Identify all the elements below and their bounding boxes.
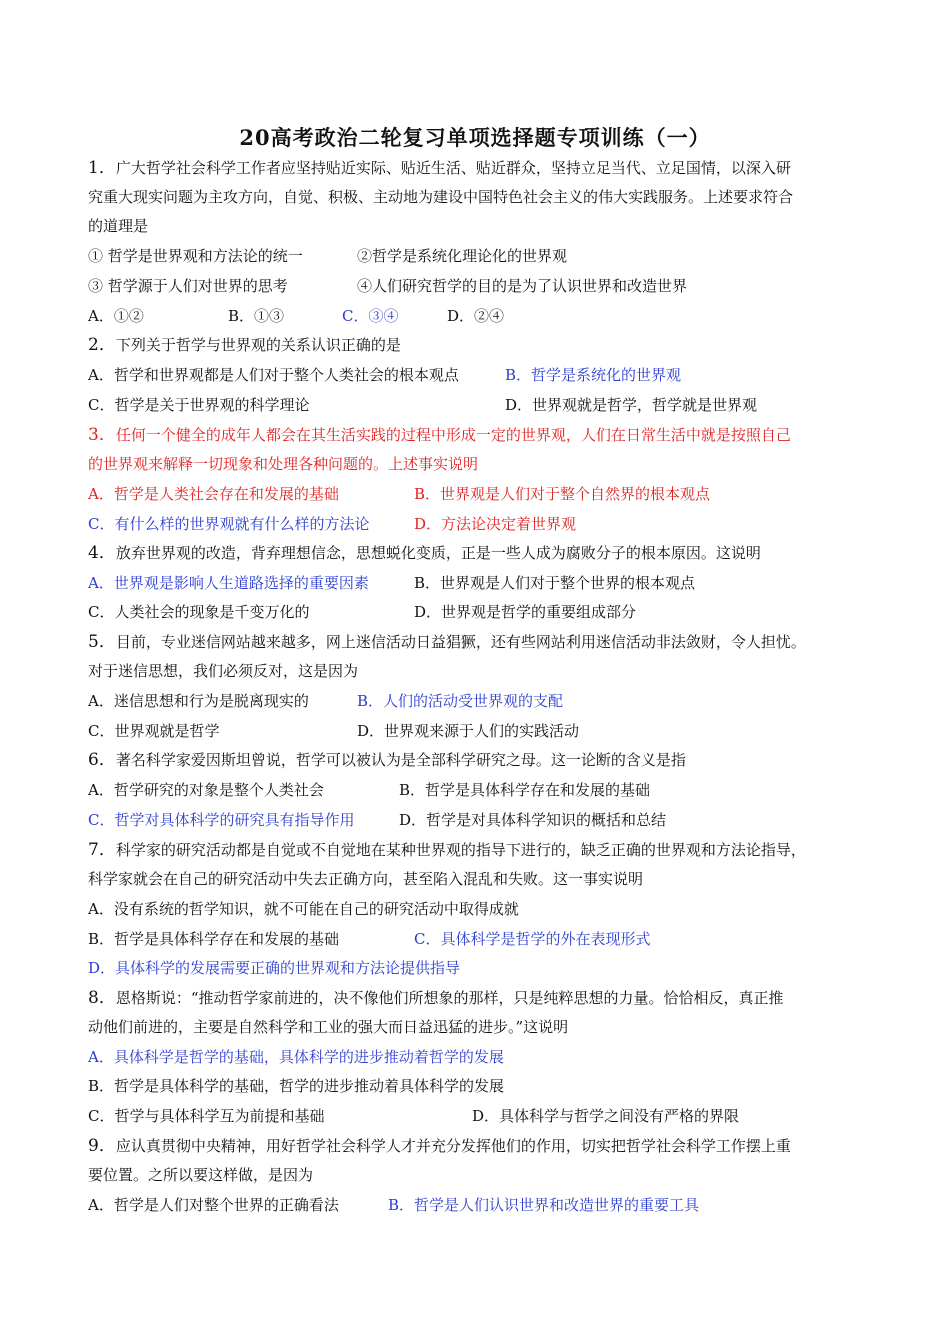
q9-option-b: B．哲学是人们认识世界和改造世界的重要工具 <box>388 1196 700 1214</box>
q4-number: 4． <box>88 543 116 563</box>
q5-stem-2: 对于迷信思想，我们必须反对，这是因为 <box>88 662 359 680</box>
q5-number: 5． <box>88 632 116 652</box>
q4-line-1 <box>88 543 761 563</box>
q4-option-a: A．世界观是影响人生道路选择的重要因素 <box>88 574 369 592</box>
q3-stem-1: 任何一个健全的成年人都会在其生活实践的过程中形成一定的世界观，人们在日常生活中就是按照自己 <box>115 426 791 444</box>
q1-statement-3: ③ 哲学源于人们对世界的思考 <box>88 277 288 295</box>
q7-stem-2: 科学家就会在自己的研究活动中失去正确方向，甚至陷入混乱和失败。这一事实说明 <box>88 870 644 888</box>
q2-option-a: A．哲学和世界观都是人们对于整个人类社会的根本观点 <box>88 366 459 384</box>
q3-line-1 <box>88 425 791 445</box>
q1-stem-2: 究重大现实问题为主攻方向，自觉、积极、主动地为建设中国特色社会主义的伟大实践服务。上述要求符合 <box>88 188 794 206</box>
q1-option-a: A．①② <box>88 307 144 325</box>
q4-options-row-2 <box>88 602 637 622</box>
q6-options-row-1 <box>88 780 651 800</box>
q3-option-c: C．有什么样的世界观就有什么样的方法论 <box>88 515 370 533</box>
q1-line-1 <box>88 158 791 178</box>
q1-option-d: D．②④ <box>447 307 505 325</box>
q3-option-a: A．哲学是人类社会存在和发展的基础 <box>88 485 339 503</box>
q1-option-b: B．①③ <box>228 307 285 325</box>
q6-line-1 <box>88 750 686 770</box>
q7-option-b: B．哲学是具体科学存在和发展的基础 <box>88 930 340 948</box>
q8-stem-1: 恩格斯说：“推动哲学家前进的，决不像他们所想象的那样，只是纯粹思想的力量。恰恰相反，真正推 <box>115 989 784 1007</box>
q8-number: 8． <box>88 988 116 1008</box>
q1-statement-4: ④人们研究哲学的目的是为了认识世界和改造世界 <box>357 277 688 295</box>
q1-options <box>88 306 505 326</box>
q6-options-row-2 <box>88 810 667 830</box>
q6-option-c: C．哲学对具体科学的研究具有指导作用 <box>88 811 355 829</box>
q1-number: 1． <box>88 158 116 178</box>
q2-option-b: B．哲学是系统化的世界观 <box>505 366 682 384</box>
q2-option-c: C．哲学是关于世界观的科学理论 <box>88 396 310 414</box>
q5-option-a: A．迷信思想和行为是脱离现实的 <box>88 692 309 710</box>
q5-option-c: C．世界观就是哲学 <box>88 722 220 740</box>
q3-option-b: B．世界观是人们对于整个自然界的根本观点 <box>414 485 711 503</box>
q8-line-1 <box>88 988 784 1008</box>
q5-line-1 <box>88 632 806 652</box>
q5-options-row-1 <box>88 691 564 711</box>
q7-option-c: C．具体科学是哲学的外在表现形式 <box>414 930 651 948</box>
q9-number: 9． <box>88 1136 116 1156</box>
q4-options-row-1 <box>88 573 696 593</box>
q9-options-row-1 <box>88 1195 700 1215</box>
q8-stem-2: 动他们前进的，主要是自然科学和工业的强大而日益迅猛的进步。”这说明 <box>88 1018 569 1036</box>
q2-stem: 下列关于哲学与世界观的关系认识正确的是 <box>115 336 401 354</box>
q2-options-row-1 <box>88 365 682 385</box>
q1-statement-1: ① 哲学是世界观和方法论的统一 <box>88 247 303 265</box>
q4-option-c: C．人类社会的现象是千变万化的 <box>88 603 310 621</box>
q1-stem-3: 的道理是 <box>88 217 149 235</box>
q5-option-d: D．世界观来源于人们的实践活动 <box>357 722 580 740</box>
q6-option-d: D．哲学是对具体科学知识的概括和总结 <box>399 811 667 829</box>
q1-statements-row-1 <box>88 246 568 266</box>
q2-options-row-2 <box>88 395 758 415</box>
q8-option-d: D．具体科学与哲学之间没有严格的界限 <box>472 1107 740 1125</box>
q6-option-a: A．哲学研究的对象是整个人类社会 <box>88 781 324 799</box>
q7-option-d: D．具体科学的发展需要正确的世界观和方法论提供指导 <box>88 959 461 977</box>
q4-option-b: B．世界观是人们对于整个世界的根本观点 <box>414 574 696 592</box>
q7-options-row-2 <box>88 929 651 949</box>
q5-options-row-2 <box>88 721 580 741</box>
q6-option-b: B．哲学是具体科学存在和发展的基础 <box>399 781 651 799</box>
q1-stem-1: 广大哲学社会科学工作者应坚持贴近实际、贴近生活、贴近群众，坚持立足当代、立足国情，以深入研 <box>115 159 791 177</box>
q5-stem-1: 目前，专业迷信网站越来越多，网上迷信活动日益猖獗，还有些网站利用迷信活动非法敛财，令人担忧。 <box>115 633 806 651</box>
q8-option-c: C．哲学与具体科学互为前提和基础 <box>88 1107 325 1125</box>
q8-options-row-4 <box>88 1106 740 1126</box>
q6-number: 6． <box>88 750 116 770</box>
q7-stem-1: 科学家的研究活动都是自觉或不自觉地在某种世界观的指导下进行的，缺乏正确的世界观和方法论指导， <box>115 841 806 859</box>
q3-stem-2: 的世界观来解释一切现象和处理各种问题的。上述事实说明 <box>88 455 479 473</box>
q2-option-d: D．世界观就是哲学，哲学就是世界观 <box>505 396 758 414</box>
q7-line-1 <box>88 840 806 860</box>
q1-statements-row-2 <box>88 276 688 296</box>
q1-option-c: C．③④ <box>342 307 399 325</box>
q1-statement-2: ②哲学是系统化理论化的世界观 <box>357 247 568 265</box>
q7-number: 7． <box>88 840 116 860</box>
q8-option-a: A．具体科学是哲学的基础，具体科学的进步推动着哲学的发展 <box>88 1048 504 1066</box>
q8-option-b: B．哲学是具体科学的基础，哲学的进步推动着具体科学的发展 <box>88 1077 505 1095</box>
q3-options-row-2 <box>88 514 577 534</box>
q2-number: 2． <box>88 335 116 355</box>
q6-stem: 著名科学家爱因斯坦曾说，哲学可以被认为是全部科学研究之母。这一论断的含义是指 <box>115 751 686 769</box>
q3-options-row-1 <box>88 484 711 504</box>
q9-option-a: A．哲学是人们对整个世界的正确看法 <box>88 1196 339 1214</box>
q4-option-d: D．世界观是哲学的重要组成部分 <box>414 603 637 621</box>
q3-number: 3． <box>88 425 116 445</box>
document-title: 20高考政治二轮复习单项选择题专项训练（一） <box>239 125 711 150</box>
q9-stem-1: 应认真贯彻中央精神，用好哲学社会科学人才并充分发挥他们的作用，切实把哲学社会科学工作摆上重 <box>115 1137 791 1155</box>
q3-option-d: D．方法论决定着世界观 <box>414 515 577 533</box>
q9-stem-2: 要位置。之所以要这样做，是因为 <box>88 1166 314 1184</box>
q4-stem: 放弃世界观的改造，背弃理想信念，思想蜕化变质，正是一些人成为腐败分子的根本原因。这说明 <box>115 544 761 562</box>
q9-line-1 <box>88 1136 791 1156</box>
q5-option-b: B．人们的活动受世界观的支配 <box>357 692 564 710</box>
q7-option-a: A．没有系统的哲学知识，就不可能在自己的研究活动中取得成就 <box>88 900 519 918</box>
q2-line-1 <box>88 335 401 355</box>
